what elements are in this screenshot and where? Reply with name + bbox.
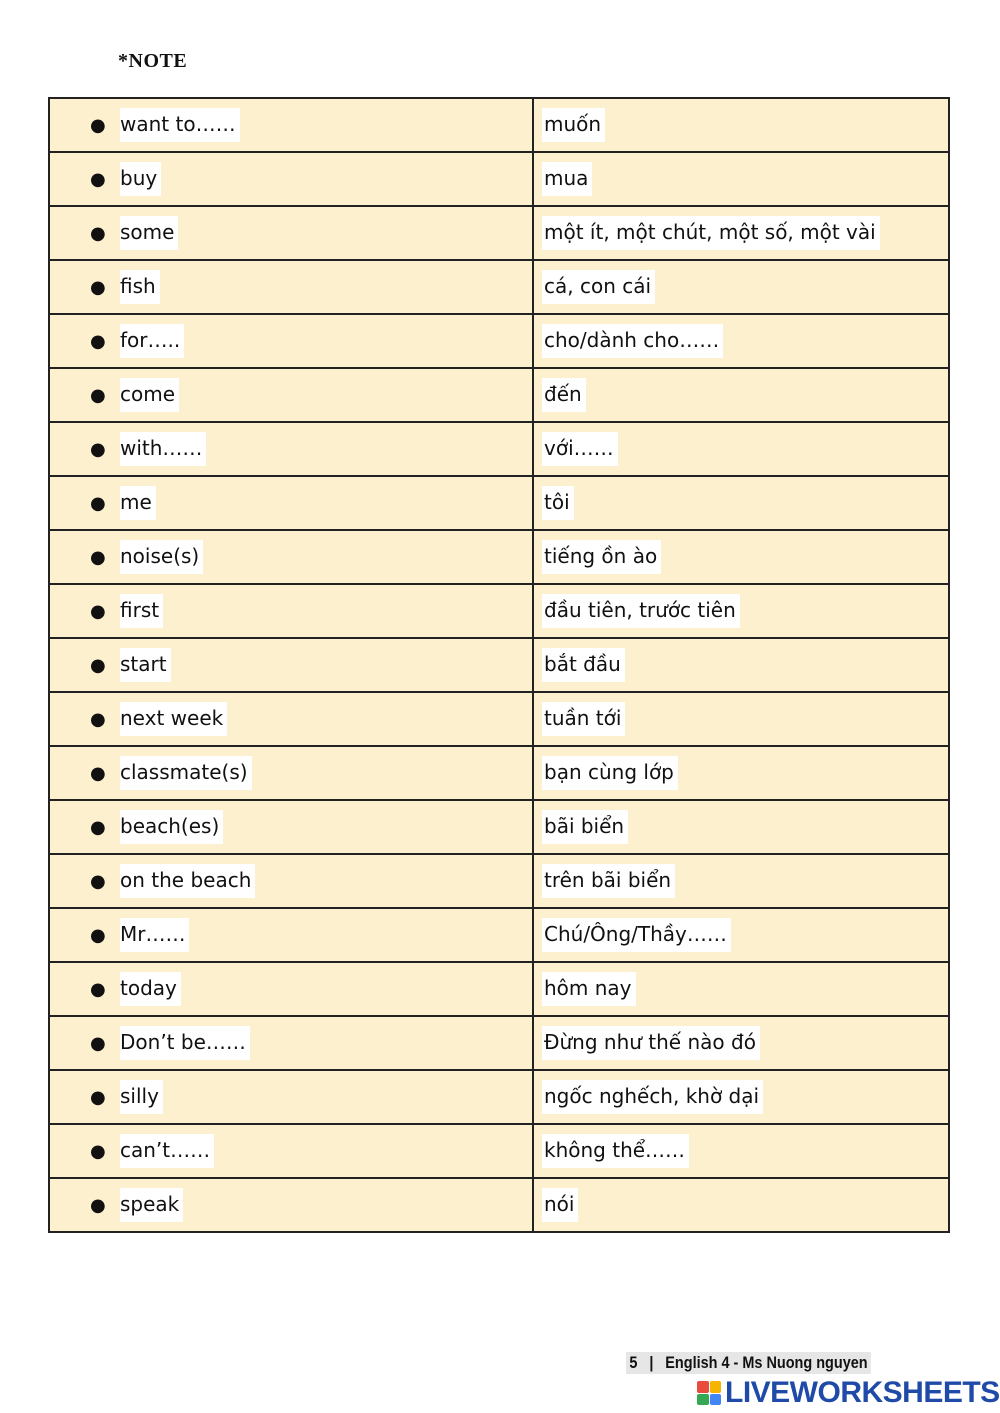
vietnamese-meaning: Đừng như thế nào đó bbox=[542, 1026, 760, 1060]
english-word: with…… bbox=[120, 432, 206, 466]
english-word: beach(es) bbox=[120, 810, 223, 844]
english-word: want to…… bbox=[120, 108, 240, 142]
table-row bbox=[49, 1016, 949, 1070]
english-word: come bbox=[120, 378, 179, 412]
vietnamese-cell bbox=[533, 584, 949, 638]
table-row bbox=[49, 260, 949, 314]
vietnamese-cell bbox=[533, 260, 949, 314]
vietnamese-cell bbox=[533, 692, 949, 746]
vietnamese-cell bbox=[533, 800, 949, 854]
table-row bbox=[49, 962, 949, 1016]
table-row bbox=[49, 368, 949, 422]
english-word: Mr…… bbox=[120, 918, 189, 952]
vietnamese-meaning: ngốc nghếch, khờ dại bbox=[542, 1080, 763, 1114]
english-word: noise(s) bbox=[120, 540, 203, 574]
bullet-icon: ● bbox=[90, 1194, 106, 1216]
vietnamese-cell bbox=[533, 422, 949, 476]
logo-block bbox=[697, 1394, 709, 1406]
brand-name: LIVEWORKSHEETS bbox=[725, 1376, 1000, 1409]
vietnamese-cell bbox=[533, 1178, 949, 1232]
english-cell bbox=[49, 152, 533, 206]
table-row bbox=[49, 476, 949, 530]
vietnamese-cell bbox=[533, 746, 949, 800]
table-row bbox=[49, 530, 949, 584]
english-word: for….. bbox=[120, 324, 184, 358]
bullet-icon: ● bbox=[90, 492, 106, 514]
bullet-icon: ● bbox=[90, 600, 106, 622]
bullet-icon: ● bbox=[90, 924, 106, 946]
english-word: buy bbox=[120, 162, 161, 196]
bullet-icon: ● bbox=[90, 276, 106, 298]
bullet-icon: ● bbox=[90, 1140, 106, 1162]
english-word: classmate(s) bbox=[120, 756, 252, 790]
english-cell bbox=[49, 98, 533, 152]
vietnamese-meaning: không thể…… bbox=[542, 1134, 689, 1168]
vietnamese-meaning: đầu tiên, trước tiên bbox=[542, 594, 740, 628]
note-title: *NOTE bbox=[118, 50, 188, 72]
logo-block bbox=[710, 1381, 722, 1393]
vietnamese-meaning: nói bbox=[542, 1188, 578, 1222]
vietnamese-meaning: tiếng ồn ào bbox=[542, 540, 661, 574]
vietnamese-cell bbox=[533, 314, 949, 368]
vietnamese-cell bbox=[533, 98, 949, 152]
logo-block bbox=[710, 1394, 722, 1406]
english-cell bbox=[49, 854, 533, 908]
table-row bbox=[49, 692, 949, 746]
english-word: speak bbox=[120, 1188, 183, 1222]
english-word: silly bbox=[120, 1080, 163, 1114]
vietnamese-cell bbox=[533, 962, 949, 1016]
vocabulary-table bbox=[48, 97, 950, 1233]
vietnamese-meaning: trên bãi biển bbox=[542, 864, 675, 898]
bullet-icon: ● bbox=[90, 384, 106, 406]
bullet-icon: ● bbox=[90, 870, 106, 892]
vietnamese-meaning: tôi bbox=[542, 486, 574, 520]
bullet-icon: ● bbox=[90, 978, 106, 1000]
vietnamese-meaning: bạn cùng lớp bbox=[542, 756, 678, 790]
english-cell bbox=[49, 476, 533, 530]
english-word: first bbox=[120, 594, 163, 628]
bullet-icon: ● bbox=[90, 708, 106, 730]
vietnamese-cell bbox=[533, 206, 949, 260]
english-cell bbox=[49, 530, 533, 584]
vietnamese-meaning: muốn bbox=[542, 108, 605, 142]
english-cell bbox=[49, 584, 533, 638]
english-cell bbox=[49, 206, 533, 260]
table-row bbox=[49, 746, 949, 800]
english-cell bbox=[49, 422, 533, 476]
english-word: on the beach bbox=[120, 864, 255, 898]
bullet-icon: ● bbox=[90, 114, 106, 136]
table-row bbox=[49, 854, 949, 908]
bullet-icon: ● bbox=[90, 654, 106, 676]
table-row bbox=[49, 314, 949, 368]
page-footer bbox=[626, 1352, 871, 1374]
vietnamese-meaning: mua bbox=[542, 162, 592, 196]
table-row bbox=[49, 152, 949, 206]
vietnamese-cell bbox=[533, 908, 949, 962]
vietnamese-meaning: hôm nay bbox=[542, 972, 636, 1006]
table-row bbox=[49, 638, 949, 692]
vietnamese-cell bbox=[533, 368, 949, 422]
bullet-icon: ● bbox=[90, 762, 106, 784]
vietnamese-cell bbox=[533, 530, 949, 584]
vietnamese-meaning: tuần tới bbox=[542, 702, 625, 736]
page-number: 5 bbox=[629, 1353, 638, 1372]
english-cell bbox=[49, 314, 533, 368]
english-cell bbox=[49, 368, 533, 422]
vietnamese-meaning: bắt đầu bbox=[542, 648, 625, 682]
english-cell bbox=[49, 962, 533, 1016]
vietnamese-cell bbox=[533, 638, 949, 692]
vietnamese-meaning: bãi biển bbox=[542, 810, 628, 844]
english-cell bbox=[49, 1016, 533, 1070]
english-word: fish bbox=[120, 270, 160, 304]
bullet-icon: ● bbox=[90, 222, 106, 244]
bullet-icon: ● bbox=[90, 816, 106, 838]
english-word: Don’t be…… bbox=[120, 1026, 250, 1060]
vietnamese-cell bbox=[533, 152, 949, 206]
table-row bbox=[49, 1070, 949, 1124]
vietnamese-meaning: đến bbox=[542, 378, 586, 412]
table-row bbox=[49, 800, 949, 854]
english-cell bbox=[49, 746, 533, 800]
table-row bbox=[49, 422, 949, 476]
table-row bbox=[49, 1124, 949, 1178]
english-cell bbox=[49, 1070, 533, 1124]
vietnamese-cell bbox=[533, 1016, 949, 1070]
english-word: me bbox=[120, 486, 156, 520]
bullet-icon: ● bbox=[90, 438, 106, 460]
bullet-icon: ● bbox=[90, 1086, 106, 1108]
vietnamese-cell bbox=[533, 476, 949, 530]
english-word: today bbox=[120, 972, 181, 1006]
vietnamese-meaning: Chú/Ông/Thầy…… bbox=[542, 918, 731, 952]
footer-separator: | bbox=[649, 1353, 654, 1372]
english-word: can’t…… bbox=[120, 1134, 214, 1168]
vietnamese-cell bbox=[533, 854, 949, 908]
logo-block bbox=[697, 1381, 709, 1393]
vietnamese-meaning: cá, con cái bbox=[542, 270, 655, 304]
liveworksheets-logo-icon bbox=[697, 1381, 721, 1405]
english-word: some bbox=[120, 216, 178, 250]
footer-text: English 4 - Ms Nuong nguyen bbox=[665, 1353, 868, 1372]
english-cell bbox=[49, 1124, 533, 1178]
table-row bbox=[49, 908, 949, 962]
vietnamese-meaning: với…… bbox=[542, 432, 618, 466]
english-cell bbox=[49, 260, 533, 314]
english-word: next week bbox=[120, 702, 227, 736]
table-row bbox=[49, 1178, 949, 1232]
vietnamese-meaning: cho/dành cho…… bbox=[542, 324, 723, 358]
table-row bbox=[49, 98, 949, 152]
english-cell bbox=[49, 1178, 533, 1232]
vietnamese-meaning: một ít, một chút, một số, một vài bbox=[542, 216, 880, 250]
english-cell bbox=[49, 908, 533, 962]
vietnamese-cell bbox=[533, 1124, 949, 1178]
english-cell bbox=[49, 638, 533, 692]
english-word: start bbox=[120, 648, 171, 682]
bullet-icon: ● bbox=[90, 330, 106, 352]
bullet-icon: ● bbox=[90, 168, 106, 190]
english-cell bbox=[49, 800, 533, 854]
english-cell bbox=[49, 692, 533, 746]
liveworksheets-brand[interactable] bbox=[697, 1376, 1000, 1410]
vietnamese-cell bbox=[533, 1070, 949, 1124]
table-row bbox=[49, 206, 949, 260]
bullet-icon: ● bbox=[90, 1032, 106, 1054]
bullet-icon: ● bbox=[90, 546, 106, 568]
table-row bbox=[49, 584, 949, 638]
